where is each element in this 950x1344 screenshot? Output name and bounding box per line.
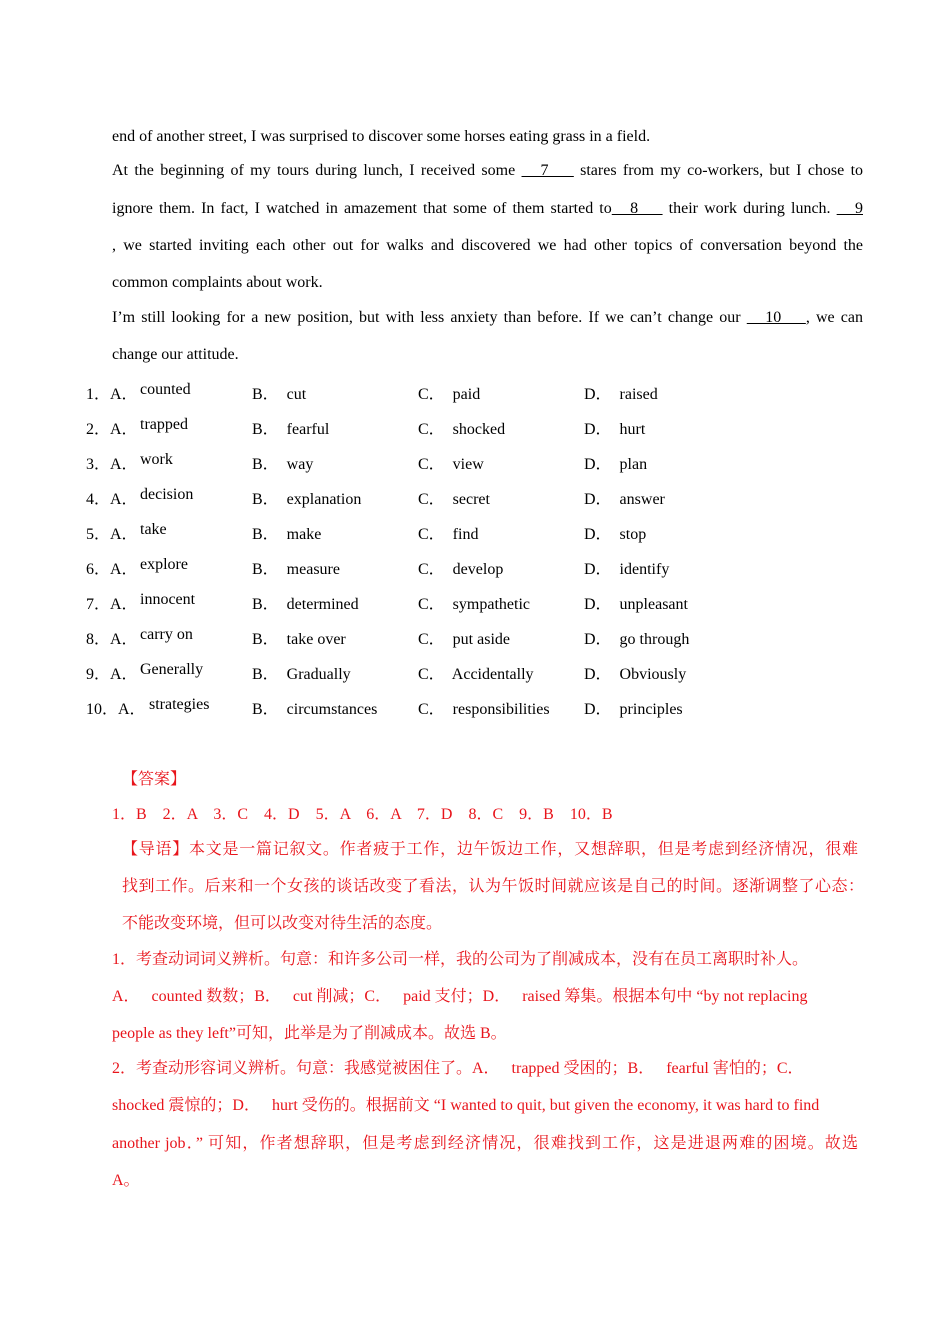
question-number: 9．A．: [86, 666, 138, 683]
option-d: D． principles: [584, 701, 683, 718]
explanation-q2: shocked 震惊的；D． hurt 受伤的。根据前文 “I wanted to quit, but given the economy, it was hard to find: [112, 1097, 820, 1114]
question-number: 1．A．: [86, 386, 138, 403]
option-row-5: [86, 521, 846, 543]
option-a: decision: [140, 486, 194, 503]
option-b: B． explanation: [252, 491, 362, 508]
answer-heading: 【答案】: [122, 771, 187, 788]
option-b: B． Gradually: [252, 666, 351, 683]
passage-line: [112, 309, 863, 327]
option-c: C． secret: [418, 491, 490, 508]
explanation-q2: A。: [112, 1172, 140, 1189]
option-a: work: [140, 451, 173, 468]
option-a: Generally: [140, 661, 204, 678]
option-row-9: [86, 661, 846, 683]
explanation-q2: another job．” 可知，作者想辞职，但是考虑到经济情况，很难找到工作，这是进退两难的困境。故选: [112, 1135, 858, 1152]
option-c: C． sympathetic: [418, 596, 530, 613]
option-b: B． fearful: [252, 421, 330, 438]
option-d: D． plan: [584, 456, 648, 473]
blank-7: 7: [521, 162, 574, 179]
option-c: C． put aside: [418, 631, 510, 648]
passage-text: I’m still looking for a new position, but with less anxiety than before. If we can’t change our: [112, 309, 747, 326]
guide-line: 【导语】本文是一篇记叙文。作者疲于工作，边午饭边工作，又想辞职，但是考虑到经济情况，很难: [122, 841, 858, 858]
question-number: 2．A．: [86, 421, 138, 438]
passage-line: change our attitude.: [112, 346, 239, 363]
option-a: trapped: [140, 416, 188, 433]
option-c: C． Accidentally: [418, 666, 534, 683]
option-b: B． make: [252, 526, 322, 543]
guide-line: 不能改变环境，但可以改变对待生活的态度。: [122, 915, 443, 932]
blank-10: 10: [746, 309, 806, 326]
option-c: C． view: [418, 456, 484, 473]
passage-line: end of another street, I was surprised to discover some horses eating grass in a field.: [112, 128, 651, 145]
option-d: D． unpleasant: [584, 596, 688, 613]
passage-line: [112, 200, 863, 218]
passage-text: stares from my co-workers, but I chose to: [573, 162, 864, 179]
explanation-q1: people as they left”可知，此举是为了削减成本。故选 B。: [112, 1025, 507, 1042]
option-b: B． circumstances: [252, 701, 378, 718]
passage-text: ignore them. In fact, I watched in amazement that some of them started to: [112, 200, 612, 217]
passage-line: common complaints about work.: [112, 274, 323, 291]
passage-line: [112, 162, 863, 180]
passage-text: , we can: [805, 309, 864, 326]
option-d: D． raised: [584, 386, 658, 403]
passage-line: , we started inviting each other out for walks and discovered we had other topics of conversation beyond the: [112, 237, 863, 254]
option-c: C． find: [418, 526, 479, 543]
option-b: B． cut: [252, 386, 307, 403]
answer-keys: 1．B 2．A 3．C 4．D 5．A 6．A 7．D 8．C 9．B 10．B: [112, 806, 613, 823]
option-a: counted: [140, 381, 191, 398]
option-a: innocent: [140, 591, 196, 608]
passage-text: At the beginning of my tours during lunch, I received some: [112, 162, 522, 179]
option-d: D． answer: [584, 491, 665, 508]
blank-8: 8: [611, 200, 663, 217]
option-row-8: [86, 626, 846, 648]
passage-text: their work during lunch.: [662, 200, 837, 217]
question-number: 3．A．: [86, 456, 138, 473]
blank-9: 9: [836, 200, 863, 217]
option-b: B． way: [252, 456, 314, 473]
option-a: explore: [140, 556, 188, 573]
option-b: B． measure: [252, 561, 340, 578]
explanation-q1: A． counted 数数；B． cut 削减；C． paid 支付；D． raised 筹集。根据本句中 “by not replacing: [112, 988, 808, 1005]
question-number: 5．A．: [86, 526, 138, 543]
option-b: B． determined: [252, 596, 359, 613]
option-c: C． develop: [418, 561, 504, 578]
option-a: carry on: [140, 626, 193, 643]
option-row-6: [86, 556, 846, 578]
question-number: 8．A．: [86, 631, 138, 648]
option-d: D． hurt: [584, 421, 646, 438]
explanation-q2: 2．考查动形容词义辨析。句意：我感觉被困住了。A． trapped 受困的；B． fearful 害怕的；C．: [112, 1060, 804, 1077]
option-a: take: [140, 521, 167, 538]
option-row-1: [86, 381, 846, 403]
option-row-3: [86, 451, 846, 473]
option-d: D． stop: [584, 526, 647, 543]
option-c: C． paid: [418, 386, 481, 403]
question-number: 10．A．: [86, 701, 146, 718]
option-c: C． responsibilities: [418, 701, 550, 718]
question-number: 6．A．: [86, 561, 138, 578]
option-d: D． Obviously: [584, 666, 687, 683]
option-row-7: [86, 591, 846, 613]
question-number: 7．A．: [86, 596, 138, 613]
question-number: 4．A．: [86, 491, 138, 508]
option-d: D． go through: [584, 631, 690, 648]
explanation-q1: 1．考查动词词义辨析。句意：和许多公司一样，我的公司为了削减成本，没有在员工离职时补人。: [112, 951, 809, 968]
guide-line: 找到工作。后来和一个女孩的谈话改变了看法，认为午饭时间就应该是自己的时间。逐渐调整了心态：: [122, 878, 864, 895]
option-d: D． identify: [584, 561, 670, 578]
option-row-10: [86, 696, 846, 718]
option-b: B． take over: [252, 631, 346, 648]
option-row-4: [86, 486, 846, 508]
option-row-2: [86, 416, 846, 438]
option-a: strategies: [149, 696, 210, 713]
option-c: C． shocked: [418, 421, 506, 438]
